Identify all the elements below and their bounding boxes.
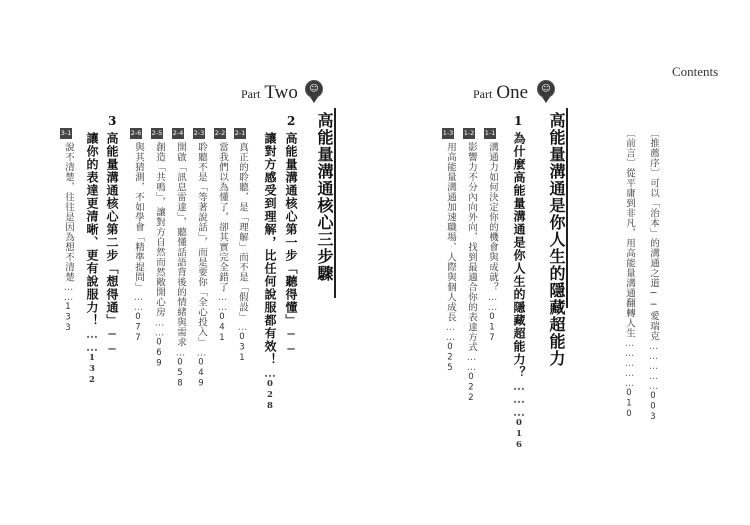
toc-page-number: 031 (237, 332, 247, 364)
toc-page-number: 003 (648, 391, 658, 423)
chapter-number: 2 (287, 114, 296, 128)
toc-section[interactable]: 當我們以為懂了，卻其實完全錯了……041 (217, 142, 228, 344)
section-number-badge: 2-2 (214, 129, 226, 137)
toc-section[interactable]: 溝通力如何決定你的機會與成就？……017 (487, 142, 498, 344)
leader-dots: ……… (512, 379, 526, 418)
leader-dots: …… (445, 322, 456, 342)
leader-dots: …… (466, 352, 477, 372)
part-two-label: Part Two (241, 82, 298, 103)
leader-dots: … (175, 347, 186, 358)
smiley-medal-icon: ☺ (305, 80, 323, 98)
chapter-number: 3 (108, 114, 117, 128)
contents-title: Contents (672, 64, 719, 79)
toc-page-number: 077 (133, 312, 143, 344)
toc-page-number: 041 (217, 312, 227, 344)
toc-entry-foreword[interactable] (646, 128, 660, 423)
section-number-badge: 2-1 (234, 129, 246, 137)
leader-dots: … (196, 347, 207, 358)
toc-entry-text: 〔推薦序〕可以「治本」的溝通之道── (648, 128, 659, 311)
toc-page-number: 010 (624, 388, 634, 420)
chapter-title-line1[interactable]: 高能量溝通核心第二步「想得通」── (105, 132, 119, 357)
part-two-title: 高能量溝通核心三步驟 (315, 112, 334, 282)
toc-section[interactable]: 真正的聆聽，是「理解」而不是「假設」…031 (237, 142, 248, 364)
toc-entry-author: 愛瑞克 (648, 311, 659, 341)
section-number-badge: 1-3 (442, 129, 454, 137)
section-number-badge: 2-5 (151, 129, 163, 137)
toc-section[interactable]: 聆聽不是「等著說話」，而是要你「全心投入」…049 (196, 142, 207, 389)
toc-page-number: 022 (466, 372, 476, 404)
chapter-number: 1 (514, 114, 523, 128)
leader-dots: …… (133, 292, 144, 312)
leader-dots: …… (63, 282, 74, 302)
toc-section[interactable]: 開啟「訊息雷達」，聽懂話語背後的情緒與需求…058 (175, 142, 186, 389)
section-number-badge: 1-1 (484, 129, 496, 137)
section-number-badge: 2-4 (172, 129, 184, 137)
part-one-title: 高能量溝通是你人生的隱藏超能力 (547, 112, 566, 367)
toc-page-number: 049 (196, 357, 206, 389)
toc-page-number: 025 (445, 342, 455, 374)
toc-section[interactable]: 用高能量溝通加速職場、人際與個人成長……025 (445, 142, 456, 374)
toc-page-number: 132 (87, 353, 97, 386)
toc-entry-text: 〔前言〕從平庸到非凡，用高能量溝通翻轉人生 (624, 128, 635, 338)
leader-dots: …………… (624, 338, 635, 388)
section-number-badge: 2-6 (130, 129, 142, 137)
toc-page-number: 017 (487, 312, 497, 344)
toc-page-number: 028 (265, 379, 275, 412)
toc-section[interactable]: 創造「共鳴」，讓對方自然而然敞開心房……069 (154, 142, 165, 369)
leader-dots: … (237, 322, 248, 332)
chapter-title[interactable]: 為什麼高能量溝通是你人生的隱藏超能力？………016 (512, 132, 526, 451)
toc-page-number: 058 (175, 357, 185, 389)
leader-dots: …… (85, 327, 99, 353)
section-number-badge: 1-2 (463, 129, 475, 137)
section-number-badge: 3-1 (60, 129, 72, 137)
chapter-title-line1[interactable]: 高能量溝通核心第一步「聽得懂」── (284, 132, 298, 357)
toc-section[interactable]: 說不清楚，往往是因為想不清楚……133 (63, 142, 74, 334)
toc-page-number: 016 (514, 418, 524, 451)
part-one-label: Part One (473, 82, 528, 103)
section-number-badge: 2-3 (193, 129, 205, 137)
toc-section[interactable]: 影響力不分內向外向，找到最適合你的表達方式……022 (466, 142, 477, 404)
smiley-medal-icon: ☺ (537, 80, 555, 98)
toc-entry-preface[interactable] (622, 128, 636, 420)
toc-page-number: 069 (154, 337, 164, 369)
leader-dots: …… (487, 292, 498, 312)
leader-dots: …… (217, 292, 228, 312)
leader-dots: … (263, 366, 277, 379)
toc-page-number: 133 (63, 302, 73, 334)
leader-dots: …… (154, 317, 165, 338)
leader-dots: …………… (648, 341, 659, 391)
toc-section[interactable]: 與其猜測，不如學會「精準提問」……077 (133, 142, 144, 344)
chapter-title-line2[interactable]: 讓你的表達更清晰、更有說服力！……132 (85, 132, 99, 386)
chapter-title-line2[interactable]: 讓對方感受到理解，比任何說服都有效！…028 (263, 132, 277, 412)
